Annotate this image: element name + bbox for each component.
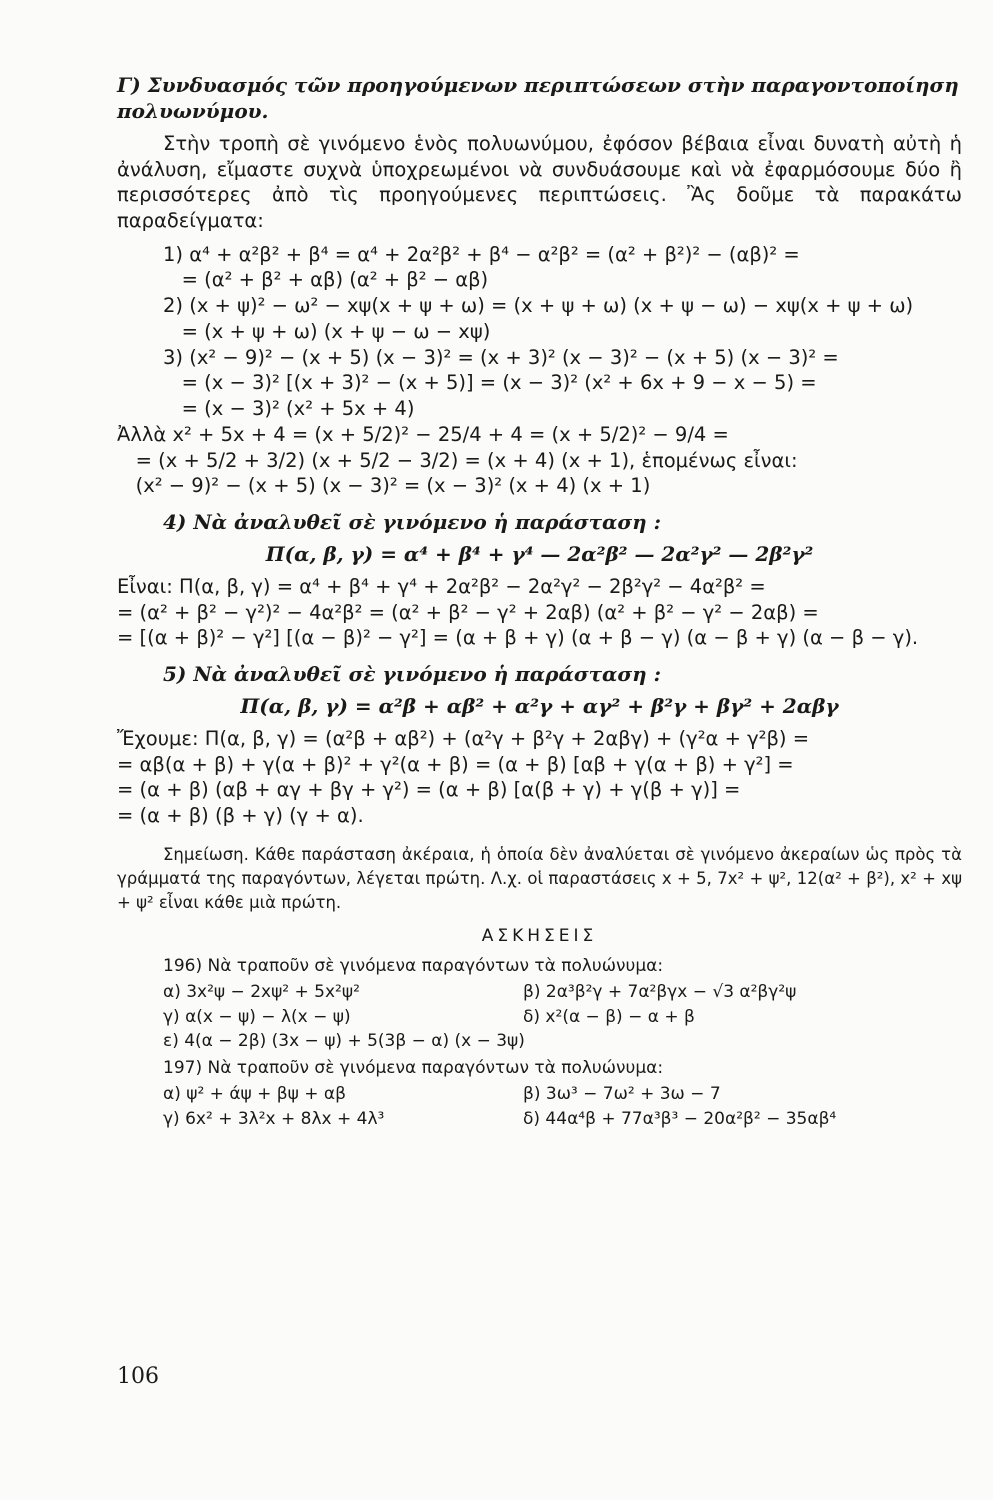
exercise-197-row <box>117 1108 962 1130</box>
exercise-197-c: γ) 6x² + 3λ²x + 8λx + 4λ³ <box>163 1108 385 1129</box>
exercise-197-question: 197) Νὰ τραποῦν σὲ γινόμενα παραγόντων τὰ πολυώνυμα: <box>163 1057 664 1078</box>
example-4-line-2: = (α² + β² − γ²)² − 4α²β² = (α² + β² − γ² + 2αβ) (α² + β² − γ² − 2αβ) = <box>117 600 819 624</box>
alla-line-1: Ἀλλὰ x² + 5x + 4 = (x + 5/2)² − 25/4 + 4 = (x + 5/2)² − 9/4 = <box>117 422 729 446</box>
content <box>117 72 962 1132</box>
example-4-expression: Π(α, β, γ) = α⁴ + β⁴ + γ⁴ — 2α²β² — 2α²γ² — 2β²γ² <box>265 542 814 567</box>
exercise-197-row <box>117 1083 962 1105</box>
exercise-196-row <box>117 981 962 1003</box>
alla-line-3: (x² − 9)² − (x + 5) (x − 3)² = (x − 3)² (x + 4) (x + 1) <box>117 474 651 498</box>
example-5-title: 5) Νὰ ἀναλυθεῖ σὲ γινόμενο ἡ παράσταση : <box>163 662 662 687</box>
example-5-line-3: = (α + β) (αβ + αγ + βγ + γ²) = (α + β) [α(β + γ) + γ(β + γ)] = <box>117 778 741 802</box>
example-4-line-1: Εἶναι: Π(α, β, γ) = α⁴ + β⁴ + γ⁴ + 2α²β² − 2α²γ² − 2β²γ² − 4α²β² = <box>117 574 766 598</box>
example-5-line-4: = (α + β) (β + γ) (γ + α). <box>117 804 364 828</box>
example-3-line-1: 3) (x² − 9)² − (x + 5) (x − 3)² = (x + 3)² (x − 3)² − (x + 5) (x − 3)² = <box>163 345 839 369</box>
note-paragraph: Σημείωση. Κάθε παράσταση ἀκέραια, ἡ ὁποία δὲν ἀναλύεται σὲ γινόμενο ἀκεραίων ὡς πρὸς τὰ γράμματά της παραγόντων, λέγεται πρώτη. Λ.χ. οἱ παραστάσεις x + 5, 7x² + ψ², 12(α² + β²), x² + xψ + ψ² εἶναι κάθε μιὰ πρώτη. <box>117 844 962 912</box>
example-2-line-1: 2) (x + ψ)² − ω² − xψ(x + ψ + ω) = (x + ψ + ω) (x + ψ − ω) − xψ(x + ψ + ω) <box>163 294 914 318</box>
example-4-title: 4) Νὰ ἀναλυθεῖ σὲ γινόμενο ἡ παράσταση : <box>163 510 662 535</box>
exercise-196-d: δ) x²(α − β) − α + β <box>523 1006 695 1027</box>
example-3-line-3: = (x − 3)² (x² + 5x + 4) <box>163 397 415 421</box>
exercise-196-a: α) 3x²ψ − 2xψ² + 5x²ψ² <box>163 982 360 1003</box>
intro-paragraph: Στὴν τροπὴ σὲ γινόμενο ἑνὸς πολυωνύμου, ἐφόσον βέβαια εἶναι δυνατὴ αὐτὴ ἡ ἀνάλυση, εἴμαστε συχνὰ ὑποχρεωμένοι νὰ συνδυάσουμε καὶ νὰ ἐφαρμόσουμε δύο ἢ περισσότερες ἀπὸ τὶς προηγούμενες περιπτώσεις. Ἂς δοῦμε τὰ παρακάτω παραδείγματα: <box>117 131 962 232</box>
exercise-196-row <box>117 1006 962 1028</box>
example-1-line-2: = (α² + β² + αβ) (α² + β² − αβ) <box>163 268 489 292</box>
exercises-title: ΑΣΚΗΣΕΙΣ <box>481 925 598 946</box>
exercise-196-question: 196) Νὰ τραποῦν σὲ γινόμενα παραγόντων τὰ πολυώνυμα: <box>163 955 664 976</box>
exercise-197-a: α) ψ² + άψ + βψ + αβ <box>163 1084 346 1105</box>
example-3-line-2: = (x − 3)² [(x + 3)² − (x + 5)] = (x − 3)² (x² + 6x + 9 − x − 5) = <box>163 371 817 395</box>
example-4-line-3: = [(α + β)² − γ²] [(α − β)² − γ²] = (α + β + γ) (α + β − γ) (α − β + γ) (α − β − γ). <box>117 626 919 650</box>
alla-line-2: = (x + 5/2 + 3/2) (x + 5/2 − 3/2) = (x + 4) (x + 1), ἑπομένως εἶναι: <box>117 448 798 472</box>
example-5-line-2: = αβ(α + β) + γ(α + β)² + γ²(α + β) = (α + β) [αβ + γ(α + β) + γ²] = <box>117 752 794 776</box>
section-heading: Γ) Συνδυασμός τῶν προηγούμενων περιπτώσεων στὴν παραγοντοποίηση πολυωνύμου. <box>117 73 959 124</box>
example-5-line-1: Ἔχουμε: Π(α, β, γ) = (α²β + αβ²) + (α²γ + β²γ + 2αβγ) + (γ²α + γ²β) = <box>117 726 810 750</box>
exercise-196-c: γ) α(x − ψ) − λ(x − ψ) <box>163 1006 351 1027</box>
exercise-197-d: δ) 44α⁴β + 77α³β³ − 20α²β² − 35αβ⁴ <box>523 1108 837 1129</box>
exercise-197-b: β) 3ω³ − 7ω² + 3ω − 7 <box>523 1084 721 1105</box>
example-1-line-1: 1) α⁴ + α²β² + β⁴ = α⁴ + 2α²β² + β⁴ − α²β² = (α² + β²)² − (αβ)² = <box>163 242 800 266</box>
exercise-196-b: β) 2α³β²γ + 7α²βγx − √3 α²βγ²ψ <box>523 982 797 1003</box>
exercise-196-e: ε) 4(α − 2β) (3x − ψ) + 5(3β − α) (x − 3ψ) <box>163 1031 525 1052</box>
exercise-196-row <box>117 1030 962 1052</box>
example-2-line-2: = (x + ψ + ω) (x + ψ − ω − xψ) <box>163 319 491 343</box>
page-number: 106 <box>117 1364 159 1389</box>
example-5-expression: Π(α, β, γ) = α²β + αβ² + α²γ + αγ² + β²γ + βγ² + 2αβγ <box>240 694 839 719</box>
